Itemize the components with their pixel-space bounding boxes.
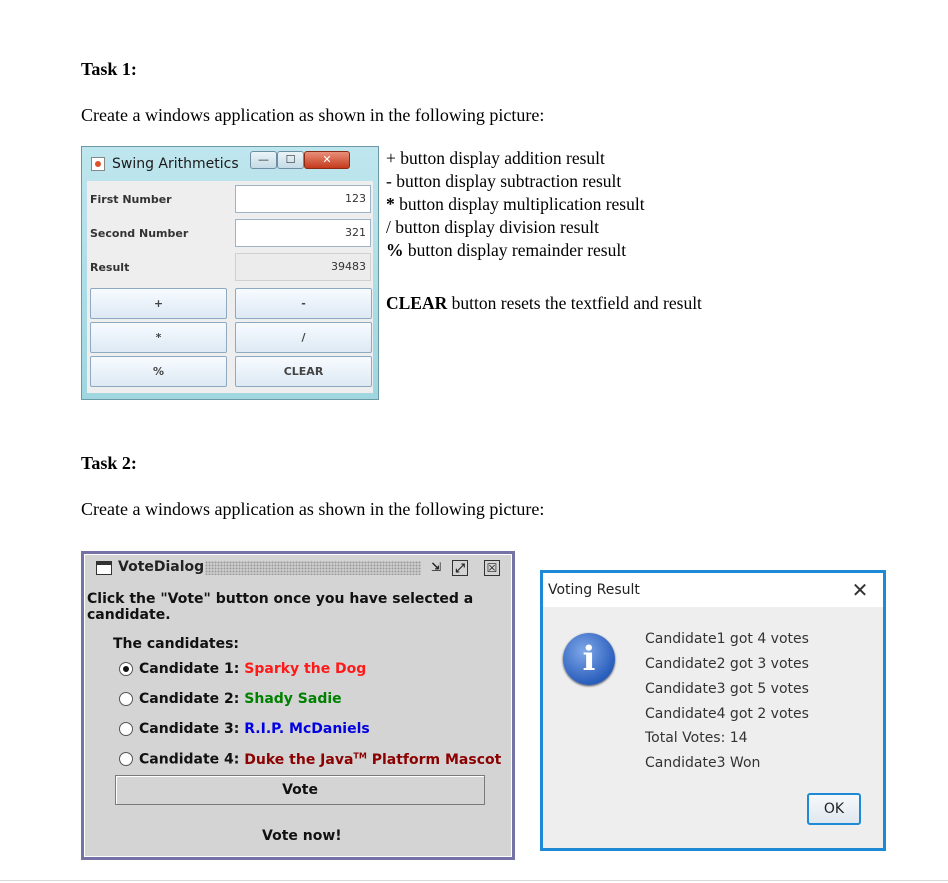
clear-description: CLEAR button resets the textfield and result bbox=[386, 293, 702, 313]
description-line: / button display division result bbox=[386, 217, 599, 237]
candidate-2-radio[interactable] bbox=[119, 692, 133, 706]
vote-dialog-content bbox=[84, 554, 512, 857]
description-line: + button display addition result bbox=[386, 148, 605, 168]
candidate-1-radio[interactable] bbox=[119, 662, 133, 676]
multiply-button[interactable]: * bbox=[90, 322, 227, 353]
page-divider bbox=[0, 880, 948, 881]
result-content bbox=[543, 607, 883, 848]
task1-instruction: Create a windows application as shown in the following picture: bbox=[81, 105, 545, 125]
titlebar-texture bbox=[205, 561, 421, 575]
restore-icon[interactable]: ⇲ bbox=[430, 560, 442, 574]
candidate-1-option[interactable]: Candidate 1: Sparky the Dog bbox=[139, 661, 367, 677]
close-button[interactable]: ✕ bbox=[304, 151, 350, 169]
close-button[interactable]: ✕ bbox=[851, 578, 869, 602]
candidate-1-name: Sparky the Dog bbox=[244, 661, 367, 677]
result-line: Candidate2 got 3 votes bbox=[645, 656, 809, 672]
clear-button[interactable]: CLEAR bbox=[235, 356, 372, 387]
window-titlebar bbox=[82, 147, 378, 181]
operation-descriptions bbox=[386, 147, 645, 262]
vote-instruction: Click the "Vote" button once you have selected a candidate. bbox=[87, 591, 474, 623]
divide-button[interactable]: / bbox=[235, 322, 372, 353]
window-title: Swing Arithmetics bbox=[112, 156, 239, 172]
candidate-3-radio[interactable] bbox=[119, 722, 133, 736]
description-line: * button display multiplication result bbox=[386, 194, 645, 214]
candidate-3-option[interactable]: Candidate 3: R.I.P. McDaniels bbox=[139, 721, 370, 737]
candidate-2-option[interactable]: Candidate 2: Shady Sadie bbox=[139, 691, 342, 707]
ok-button[interactable]: OK bbox=[807, 793, 861, 825]
first-number-label: First Number bbox=[90, 193, 172, 206]
add-button[interactable]: + bbox=[90, 288, 227, 319]
vote-dialog-titlebar bbox=[85, 555, 511, 581]
minimize-button[interactable]: — bbox=[250, 151, 277, 169]
first-number-field[interactable]: 123 bbox=[235, 185, 371, 213]
remainder-button[interactable]: % bbox=[90, 356, 227, 387]
swing-arithmetics-window bbox=[81, 146, 379, 400]
result-field: 39483 bbox=[235, 253, 371, 281]
result-label: Result bbox=[90, 261, 130, 274]
window-icon bbox=[96, 561, 112, 575]
candidate-4-name: Duke the Java™ Platform Mascot bbox=[244, 751, 502, 768]
result-dialog-title: Voting Result bbox=[548, 582, 640, 598]
voting-result-dialog bbox=[540, 570, 886, 851]
second-number-field[interactable]: 321 bbox=[235, 219, 371, 247]
result-line: Candidate4 got 2 votes bbox=[645, 706, 809, 722]
candidate-2-name: Shady Sadie bbox=[244, 691, 342, 707]
description-line: - button display subtraction result bbox=[386, 171, 622, 191]
candidate-3-name: R.I.P. McDaniels bbox=[244, 721, 370, 737]
vote-dialog-title: VoteDialog bbox=[118, 559, 205, 575]
subtract-button[interactable]: - bbox=[235, 288, 372, 319]
result-line: Candidate3 got 5 votes bbox=[645, 681, 809, 697]
vote-dialog-window bbox=[81, 551, 515, 860]
task2-instruction: Create a windows application as shown in the following picture: bbox=[81, 499, 545, 519]
result-line: Total Votes: 14 bbox=[645, 730, 748, 746]
description-line: % button display remainder result bbox=[386, 240, 627, 260]
candidate-4-radio[interactable] bbox=[119, 752, 133, 766]
info-icon: i bbox=[563, 633, 615, 685]
result-line: Candidate1 got 4 votes bbox=[645, 631, 809, 647]
result-titlebar bbox=[543, 573, 883, 607]
task2-heading: Task 2: bbox=[81, 453, 137, 473]
close-icon[interactable]: ☒ bbox=[484, 560, 500, 576]
vote-status: Vote now! bbox=[262, 828, 342, 844]
candidate-4-option[interactable]: Candidate 4: Duke the Java™ Platform Mascot bbox=[139, 751, 502, 768]
maximize-button[interactable]: ☐ bbox=[277, 151, 304, 169]
window-content bbox=[87, 181, 373, 393]
candidates-label: The candidates: bbox=[113, 636, 240, 652]
second-number-label: Second Number bbox=[90, 227, 189, 240]
maximize-icon[interactable]: ⤢ bbox=[452, 560, 468, 576]
vote-button[interactable]: Vote bbox=[115, 775, 485, 805]
result-line: Candidate3 Won bbox=[645, 755, 761, 771]
java-app-icon bbox=[91, 157, 105, 171]
task1-heading: Task 1: bbox=[81, 59, 137, 79]
